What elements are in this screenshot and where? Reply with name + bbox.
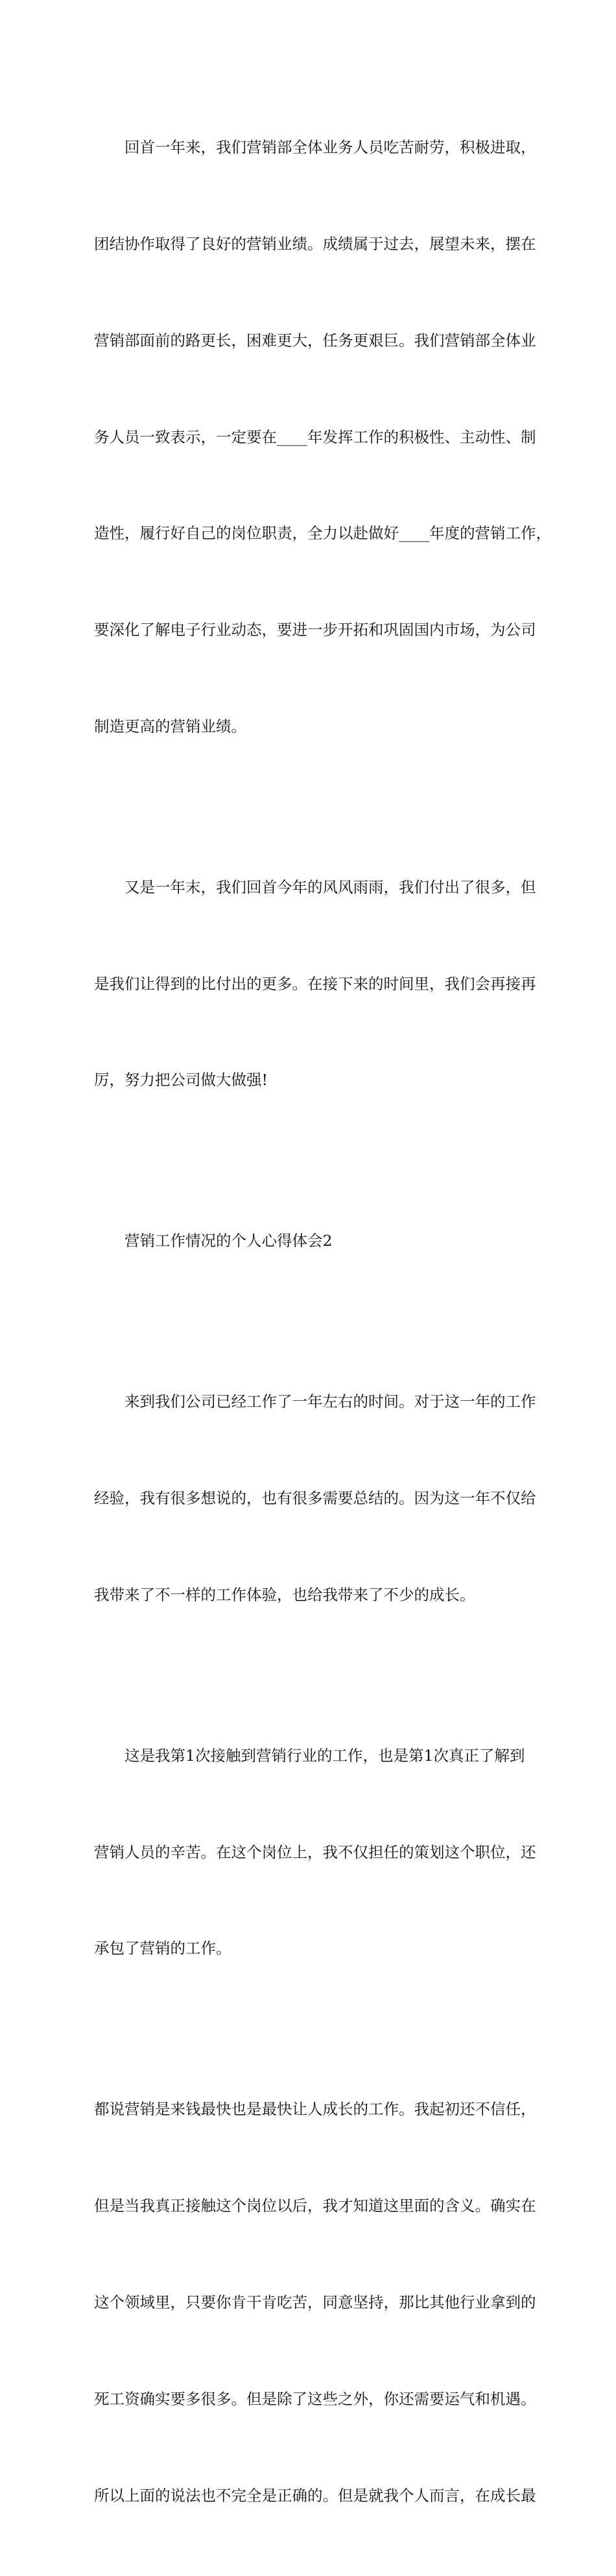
paragraph-3	[94, 1322, 536, 1676]
text-line: 营销人员的辛苦。在这个岗位上，我不仅担任的策划这个职位，还	[94, 1843, 536, 1861]
text-line: 务人员一致表示，一定要在____年发挥工作的积极性、主动性、制	[94, 427, 536, 446]
text-line: 营销工作情况的个人心得体会2	[124, 1232, 333, 1250]
text-line: 这个领域里，只要你肯干肯吃苦，同意坚持，那比其他行业拿到的	[94, 2293, 536, 2311]
text-line: 经验，我有很多想说的，也有很多需要总结的。因为这一年不仅给	[94, 1489, 536, 1508]
text-line: 又是一年末，我们回首今年的风风雨雨，我们付出了很多，但	[124, 877, 536, 896]
paragraph-5	[94, 2029, 536, 2576]
text-line: 都说营销是来钱最快也是最快让人成长的工作。我起初还不信任，	[94, 2100, 536, 2119]
text-line: 要深化了解电子行业动态，要进一步开拓和巩固国内市场，为公司	[94, 621, 536, 639]
text-line: 造性，履行好自己的岗位职责，全力以赴做好____年度的营销工作，	[94, 524, 551, 543]
text-line: 制造更高的营销业绩。	[94, 717, 246, 735]
paragraph-4	[94, 1676, 536, 2030]
text-line: 死工资确实要多很多。但是除了这些之外，你还需要运气和机遇。	[94, 2389, 536, 2408]
text-line: 但是当我真正接触这个岗位以后，我才知道这里面的含义。确实在	[94, 2197, 536, 2215]
paragraph-2	[94, 807, 536, 1162]
text-line: 承包了营销的工作。	[94, 1939, 231, 1958]
section-heading	[94, 1161, 530, 1322]
text-line: 来到我们公司已经工作了一年左右的时间。对于这一年的工作	[124, 1392, 536, 1411]
text-line: 我带来了不一样的工作体验，也给我带来了不少的成长。	[94, 1585, 475, 1604]
text-line: 厉，努力把公司做大做强!	[94, 1071, 268, 1090]
text-line: 回首一年来，我们营销部全体业务人员吃苦耐劳，积极进取，	[124, 138, 536, 157]
document-body	[94, 67, 551, 2576]
text-line: 这是我第1次接触到营销行业的工作，也是第1次真正了解到	[124, 1746, 525, 1765]
text-line: 是我们让得到的比付出的更多。在接下来的时间里，我们会再接再	[94, 974, 536, 993]
paragraph-1	[94, 67, 551, 807]
text-line: 所以上面的说法也不完全是正确的。但是就我个人而言，在成长最	[94, 2486, 536, 2505]
text-line: 团结协作取得了良好的营销业绩。成绩属于过去，展望未来，摆在	[94, 234, 536, 253]
text-line: 营销部面前的路更长，困难更大，任务更艰巨。我们营销部全体业	[94, 331, 536, 350]
